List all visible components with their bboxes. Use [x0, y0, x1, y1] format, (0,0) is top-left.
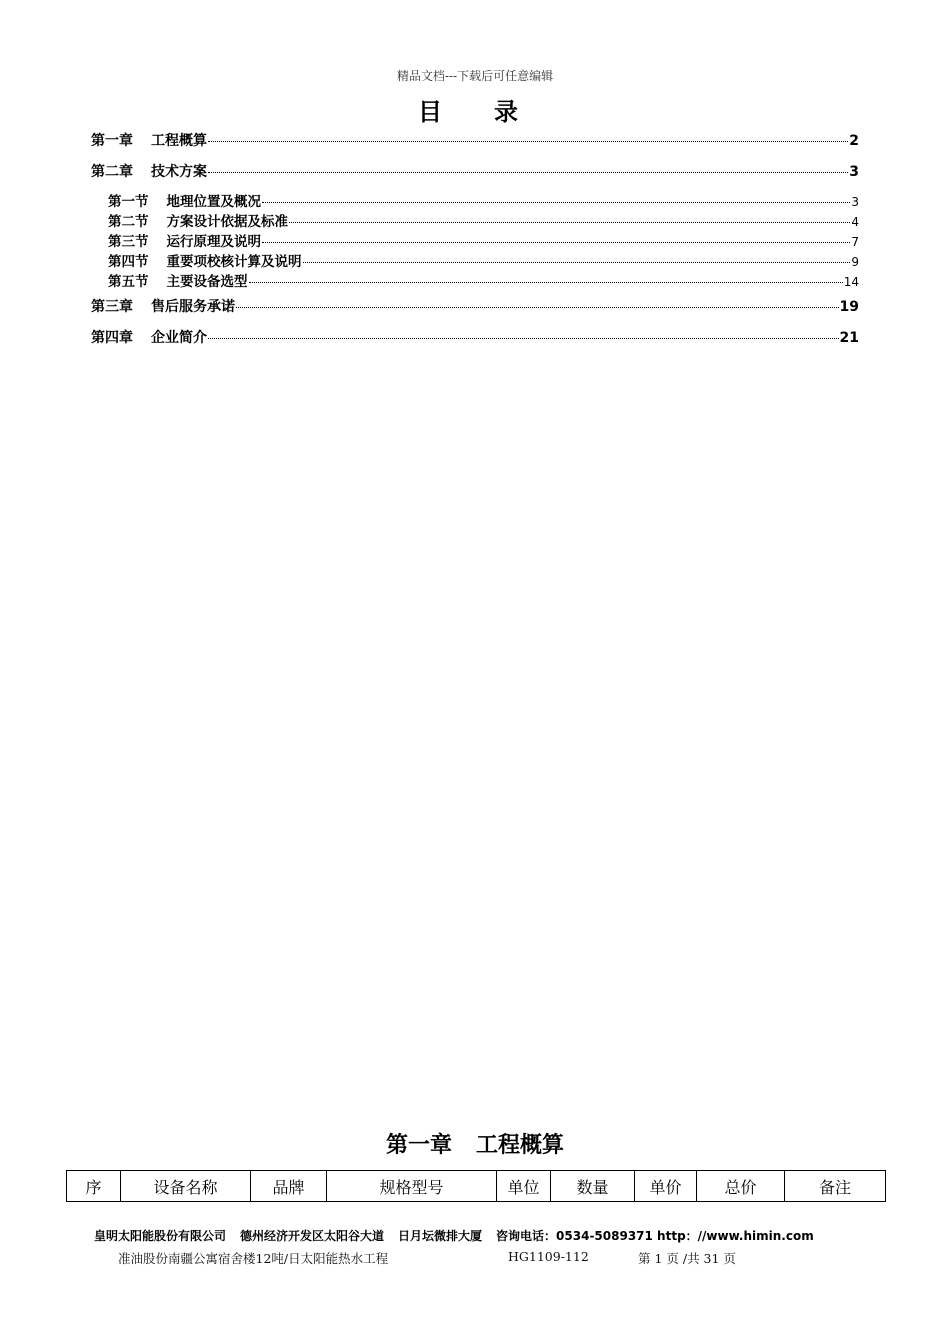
toc-entry-page: 7: [851, 235, 859, 249]
toc-entry-section-1[interactable]: [91, 190, 859, 210]
column-header-quantity: 数量: [551, 1171, 635, 1202]
column-header-name: 设备名称: [121, 1171, 251, 1202]
toc-entry-chapter-2[interactable]: [91, 161, 859, 190]
toc-entry-title: 技术方案: [151, 164, 207, 180]
column-header-remarks: 备注: [785, 1171, 886, 1202]
column-header-index: 序: [67, 1171, 121, 1202]
equipment-table: [66, 1170, 886, 1202]
chapter-heading-title: 工程概算: [476, 1132, 565, 1158]
chapter-heading-number: 第一章: [385, 1132, 452, 1158]
toc-leader-dots: [262, 242, 850, 243]
toc-entry-number: 第一章: [91, 133, 133, 149]
toc-leader-dots: [289, 222, 850, 223]
toc-leader-dots: [208, 338, 839, 339]
column-header-model: 规格型号: [327, 1171, 497, 1202]
toc-entry-title: 地理位置及概况: [166, 194, 261, 210]
toc-entry-section-4[interactable]: [91, 250, 859, 270]
toc-leader-dots: [249, 282, 843, 283]
toc-entry-title: 方案设计依据及标准: [166, 214, 288, 230]
footer-building: 日月坛微排大厦: [398, 1229, 483, 1243]
toc-entry-page: 3: [851, 195, 859, 209]
toc-entry-title: 工程概算: [151, 133, 207, 149]
toc-entry-number: 第二节: [108, 214, 149, 230]
toc-leader-dots: [303, 262, 851, 263]
toc-leader-dots: [236, 307, 839, 308]
toc-entry-number: 第四章: [91, 330, 133, 346]
table-header-row: [67, 1171, 886, 1202]
column-header-unit-price: 单价: [635, 1171, 697, 1202]
toc-entry-page: 2: [849, 133, 859, 149]
toc-leader-dots: [208, 172, 848, 173]
toc-entry-title: 重要项校核计算及说明: [166, 254, 302, 270]
toc-entry-number: 第四节: [108, 254, 149, 270]
chapter-heading: [0, 1128, 950, 1159]
toc-leader-dots: [262, 202, 850, 203]
toc-entry-chapter-1[interactable]: [91, 130, 859, 159]
toc-entry-chapter-3[interactable]: [91, 296, 859, 325]
footer-contact: 咨询电话：0534-5089371 http：//www.himin.com: [496, 1229, 814, 1243]
toc-entry-section-2[interactable]: [91, 210, 859, 230]
toc-entry-number: 第一节: [108, 194, 149, 210]
toc-leader-dots: [208, 141, 848, 142]
toc-entry-chapter-4[interactable]: [91, 327, 859, 356]
toc-title: 目 录: [418, 97, 532, 126]
footer-company-name: 皇明太阳能股份有限公司: [94, 1229, 227, 1243]
toc-entry-title: 售后服务承诺: [151, 299, 235, 315]
toc-entry-title: 运行原理及说明: [166, 234, 261, 250]
toc-entry-page: 3: [849, 164, 859, 180]
footer-document-code: HG1109-112: [508, 1249, 589, 1264]
footer-company-line: [94, 1227, 874, 1244]
column-header-unit: 单位: [497, 1171, 551, 1202]
toc-entry-page: 9: [851, 255, 859, 269]
footer-project-line: [118, 1249, 838, 1267]
column-header-brand: 品牌: [251, 1171, 327, 1202]
toc-entry-page: 21: [839, 330, 859, 346]
table-of-contents: [91, 128, 859, 356]
toc-entry-page: 14: [843, 275, 859, 289]
toc-entry-number: 第三章: [91, 299, 133, 315]
header-note: 精品文档---下载后可任意编辑: [396, 69, 554, 83]
toc-entry-title: 主要设备选型: [166, 274, 248, 290]
footer-project-name: 准油股份南疆公寓宿舍楼12吨/日太阳能热水工程: [118, 1251, 389, 1266]
toc-entry-title: 企业简介: [151, 330, 207, 346]
column-header-total-price: 总价: [697, 1171, 785, 1202]
footer-address: 德州经济开发区太阳谷大道: [240, 1229, 385, 1243]
toc-entry-section-5[interactable]: [91, 270, 859, 290]
footer-page-number: 第 1 页 /共 31 页: [638, 1251, 736, 1266]
toc-entry-number: 第三节: [108, 234, 149, 250]
toc-entry-section-3[interactable]: [91, 230, 859, 250]
toc-entry-page: 4: [851, 215, 859, 229]
toc-entry-page: 19: [839, 299, 859, 315]
toc-entry-number: 第五节: [108, 274, 149, 290]
toc-entry-number: 第二章: [91, 164, 133, 180]
